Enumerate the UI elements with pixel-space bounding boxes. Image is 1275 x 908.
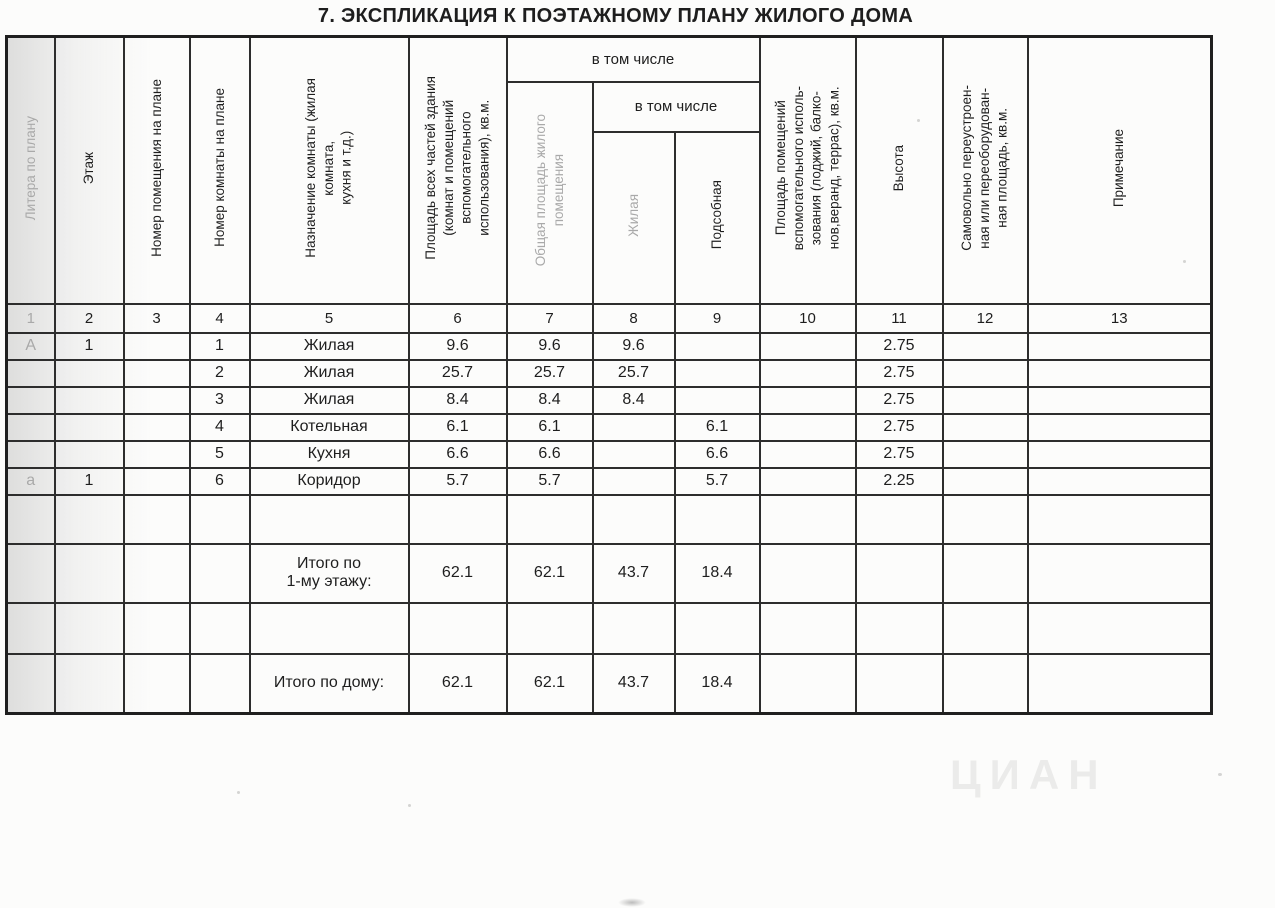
cell: [760, 544, 856, 603]
row-room-6: [7, 468, 1212, 495]
col-subgroup-including: в том числе: [593, 82, 760, 132]
row-room-5: [7, 441, 1212, 468]
col-header-living-total-area-label: Общая площадь жилого помещения: [532, 113, 566, 267]
row-room-1: [7, 333, 1212, 360]
cell: [1028, 495, 1212, 544]
cell: [55, 495, 124, 544]
cell: 6.6: [675, 441, 760, 468]
column-numbers-row: [7, 304, 1212, 333]
cell: А: [7, 333, 55, 360]
cell: [1028, 544, 1212, 603]
cell: [7, 387, 55, 414]
cell: 9.6: [593, 333, 675, 360]
cell: [1028, 654, 1212, 714]
scan-speck: [408, 804, 411, 807]
cell: [1028, 441, 1212, 468]
cell: [55, 603, 124, 654]
cell: [760, 414, 856, 441]
cell: [7, 360, 55, 387]
row-empty: [7, 495, 1212, 544]
cell: 8.4: [593, 387, 675, 414]
column-number-cell: 1: [7, 304, 55, 333]
col-header-room-number: [190, 37, 250, 304]
cell: 2.75: [856, 414, 943, 441]
column-number-cell: 12: [943, 304, 1028, 333]
cell: 5.7: [507, 468, 593, 495]
explication-table: [5, 35, 1213, 715]
cell: 18.4: [675, 544, 760, 603]
column-number-cell: 4: [190, 304, 250, 333]
cell: [593, 468, 675, 495]
cell: Котельная: [250, 414, 409, 441]
row-room-2: [7, 360, 1212, 387]
col-header-aux-area-label: Площадь помещений вспомогательного исполь- зования (лоджий, балко- нов,веранд, террас), кв.м.: [772, 85, 842, 250]
cell: [943, 414, 1028, 441]
cell: [55, 414, 124, 441]
cell: [55, 654, 124, 714]
col-header-floor: [55, 37, 124, 304]
col-header-room-purpose-label: Назначение комнаты (жилая комната, кухня и т.д.): [303, 77, 354, 258]
cell: [1028, 414, 1212, 441]
cell: [507, 495, 593, 544]
cell: [675, 333, 760, 360]
col-header-floor-label: Этаж: [81, 151, 97, 184]
cell: [760, 333, 856, 360]
cell: [7, 654, 55, 714]
column-number-cell: 13: [1028, 304, 1212, 333]
cell: Итого по 1-му этажу:: [250, 544, 409, 603]
cell: [7, 414, 55, 441]
cell: [593, 603, 675, 654]
cell: Жилая: [250, 360, 409, 387]
cell: [856, 544, 943, 603]
cell: 1: [190, 333, 250, 360]
cell: [675, 603, 760, 654]
cell: [760, 495, 856, 544]
cell: [409, 603, 507, 654]
cell: 2.75: [856, 360, 943, 387]
cell: [250, 603, 409, 654]
cell: [124, 544, 190, 603]
col-header-unauthorized-area: [943, 37, 1028, 304]
cell: 25.7: [409, 360, 507, 387]
scan-speck: [1183, 260, 1186, 263]
cell: [7, 544, 55, 603]
row-room-4: [7, 414, 1212, 441]
col-header-total-building-area-label: Площадь всех частей здания (комнат и помещений вспомогательного использования), кв.м.: [422, 75, 492, 260]
cell: [1028, 468, 1212, 495]
cell: [856, 654, 943, 714]
column-number-cell: 9: [675, 304, 760, 333]
cell: 5.7: [409, 468, 507, 495]
header-row-1: [7, 37, 1212, 82]
col-header-height: [856, 37, 943, 304]
cell: [943, 333, 1028, 360]
cell: 9.6: [507, 333, 593, 360]
col-header-aux-area: [760, 37, 856, 304]
cell: а: [7, 468, 55, 495]
col-header-litera-label: Литера по плану: [22, 115, 38, 220]
cell: 2.75: [856, 387, 943, 414]
cell: 25.7: [593, 360, 675, 387]
cell: 5: [190, 441, 250, 468]
cell: [124, 360, 190, 387]
cell: [409, 495, 507, 544]
cell: [943, 603, 1028, 654]
cell: Жилая: [250, 387, 409, 414]
cell: 1: [55, 333, 124, 360]
row-total-floor-1: [7, 544, 1212, 603]
col-header-living-total-area: [507, 82, 593, 304]
cell: 62.1: [507, 654, 593, 714]
table-header: [7, 37, 1212, 333]
cell: [593, 495, 675, 544]
cell: Кухня: [250, 441, 409, 468]
cell: 18.4: [675, 654, 760, 714]
col-header-note-label: Примечание: [1111, 128, 1127, 207]
cell: [124, 495, 190, 544]
col-header-unauthorized-area-label: Самовольно переустроен- ная или переоборудован- ная площадь, кв.м.: [959, 84, 1010, 251]
col-header-room-number-label: Номер комнаты на плане: [211, 88, 227, 248]
cell: 2.25: [856, 468, 943, 495]
cell: 25.7: [507, 360, 593, 387]
column-number-cell: 11: [856, 304, 943, 333]
column-number-cell: 10: [760, 304, 856, 333]
cell: [856, 603, 943, 654]
col-header-note: [1028, 37, 1212, 304]
cell: [593, 441, 675, 468]
scan-speck: [917, 119, 920, 122]
cell: [1028, 387, 1212, 414]
cell: [124, 333, 190, 360]
col-header-height-label: Высота: [891, 144, 907, 191]
cell: [1028, 603, 1212, 654]
row-total-house: [7, 654, 1212, 714]
cell: [55, 441, 124, 468]
cell: [55, 387, 124, 414]
col-header-premise-number-label: Номер помещения на плане: [148, 78, 164, 257]
cell: 9.6: [409, 333, 507, 360]
col-header-living-label: Жилая: [625, 193, 641, 237]
cell: [124, 654, 190, 714]
cell: [7, 603, 55, 654]
cell: [124, 441, 190, 468]
cell: [1028, 360, 1212, 387]
column-number-cell: 5: [250, 304, 409, 333]
col-header-litera: [7, 37, 55, 304]
cell: [760, 468, 856, 495]
column-number-cell: 2: [55, 304, 124, 333]
cell: 6: [190, 468, 250, 495]
cell: [190, 544, 250, 603]
scan-speck: [237, 791, 240, 794]
col-header-auxiliary-label: Подсобная: [709, 180, 725, 250]
cell: 4: [190, 414, 250, 441]
cell: 8.4: [409, 387, 507, 414]
cell: 8.4: [507, 387, 593, 414]
column-number-cell: 7: [507, 304, 593, 333]
cell: [675, 387, 760, 414]
cell: 6.1: [507, 414, 593, 441]
cell: 5.7: [675, 468, 760, 495]
cell: [55, 544, 124, 603]
cell: 2: [190, 360, 250, 387]
cell: [7, 441, 55, 468]
cell: 2.75: [856, 441, 943, 468]
cell: [124, 468, 190, 495]
cell: [760, 441, 856, 468]
row-room-3: [7, 387, 1212, 414]
cell: Итого по дому:: [250, 654, 409, 714]
cell: [760, 360, 856, 387]
cell: 6.1: [675, 414, 760, 441]
cell: [250, 495, 409, 544]
row-empty: [7, 603, 1212, 654]
col-header-living: [593, 132, 675, 304]
table-body: [7, 333, 1212, 714]
cell: 43.7: [593, 544, 675, 603]
col-header-room-purpose: [250, 37, 409, 304]
col-header-auxiliary: [675, 132, 760, 304]
cell: [675, 495, 760, 544]
cell: [55, 360, 124, 387]
cell: [190, 495, 250, 544]
page-title: 7. ЭКСПЛИКАЦИЯ К ПОЭТАЖНОМУ ПЛАНУ ЖИЛОГО ДОМА: [317, 5, 914, 27]
cell: [856, 495, 943, 544]
cell: 3: [190, 387, 250, 414]
cell: [943, 441, 1028, 468]
col-header-premise-number: [124, 37, 190, 304]
cell: [943, 468, 1028, 495]
cell: 6.1: [409, 414, 507, 441]
cell: [190, 654, 250, 714]
scan-speck: [1218, 773, 1222, 776]
cell: 62.1: [409, 544, 507, 603]
cell: 6.6: [409, 441, 507, 468]
cell: [943, 544, 1028, 603]
cell: [507, 603, 593, 654]
cell: [124, 603, 190, 654]
cell: [943, 495, 1028, 544]
cell: 1: [55, 468, 124, 495]
col-group-including: в том числе: [507, 37, 760, 82]
cell: [760, 387, 856, 414]
column-number-cell: 8: [593, 304, 675, 333]
column-number-cell: 3: [124, 304, 190, 333]
cell: [593, 414, 675, 441]
cell: 62.1: [409, 654, 507, 714]
cell: [943, 360, 1028, 387]
cell: [675, 360, 760, 387]
cell: Жилая: [250, 333, 409, 360]
cell: [943, 387, 1028, 414]
cell: Коридор: [250, 468, 409, 495]
cell: 2.75: [856, 333, 943, 360]
cell: [124, 387, 190, 414]
cell: [7, 495, 55, 544]
cell: [124, 414, 190, 441]
cell: [760, 603, 856, 654]
watermark: ЦИАН: [950, 751, 1108, 798]
cell: 43.7: [593, 654, 675, 714]
cell: 6.6: [507, 441, 593, 468]
column-number-cell: 6: [409, 304, 507, 333]
cell: [943, 654, 1028, 714]
cell: [760, 654, 856, 714]
cell: [1028, 333, 1212, 360]
cell: [190, 603, 250, 654]
cell: 62.1: [507, 544, 593, 603]
col-header-total-building-area: [409, 37, 507, 304]
